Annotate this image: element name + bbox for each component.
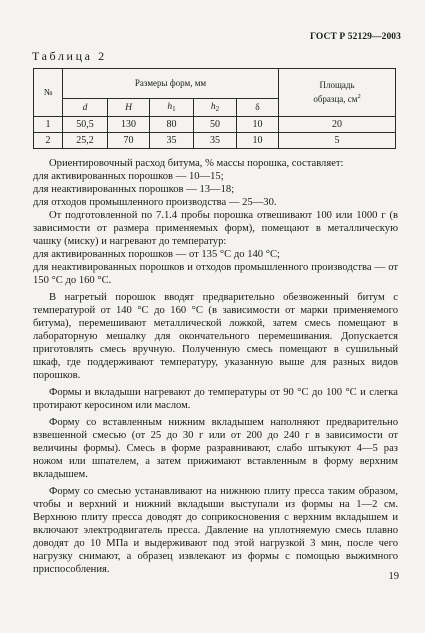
paragraph: Форму со смесью устанавливают на нижнюю плиту пресса таким образом, чтобы и верхний и нижний вкладыши выступали из формы на 1—2 см. Верхнюю плиту пресса доводят до соприкосновения с верхним вкладышем и включают электродвигатель пресса. Давление на уплотняемую смесь плавно доводят до 10 МПа и выдерживают под этой нагрузкой 3 мин, после чего нагрузку снимают, а образец извлекают из формы с помощью выжимного приспособления. [33,486,398,575]
paragraph: Форму со вставленным нижним вкладышем наполняют предварительно взвешенной смесью (от 25 до 30 г или от 200 до 240 г в зависимости от величины формы). Смесь в форме разравнивают, слабо штыкуют 4—5 раз ножом или шпателем, а затем прижимают вставленным в форму верхним вкладышем. [33,417,398,480]
paragraph: Ориентировочный расход битума, % массы порошка, составляет: [49,158,344,169]
paragraph: От подготовленной по 7.1.4 пробы порошка отвешивают 100 или 1000 г (в зависимости от размера применяемых форм), помещают в металлическую чашку (миску) и нагревают до температур: [33,210,398,247]
table-caption: Таблица 2 [32,49,107,63]
cell-H: 70 [108,133,150,149]
paragraph: для неактивированных порошков и отходов промышленного производства — от 150 °С до 160 °С. [33,262,398,286]
table-row [34,133,396,149]
cell-area: 20 [279,117,396,133]
paragraph: для активированных порошков — от 135 °С до 140 °С; [33,249,280,260]
header-d: d [63,99,108,117]
cell-no: 1 [34,117,63,133]
cell-area: 5 [279,133,396,149]
cell-delta: 10 [237,117,279,133]
paragraph: Формы и вкладыши нагревают до температуры от 90 °С до 100 °С и слегка протирают керосином или маслом. [33,387,398,411]
cell-h1: 80 [150,117,194,133]
header-H: H [108,99,150,117]
cell-h1: 35 [150,133,194,149]
header-h1: $h_1$ [150,99,194,117]
header-number: № [34,69,63,117]
paragraph: для неактивированных порошков — 13—18; [33,184,235,195]
cell-delta: 10 [237,133,279,149]
cell-no: 2 [34,133,63,149]
cell-d: 25,2 [63,133,108,149]
cell-d: 50,5 [63,117,108,133]
header-dimensions: Размеры форм, мм [63,69,279,99]
cell-H: 130 [108,117,150,133]
body-text [33,157,398,576]
header-h2: $h_2$ [194,99,237,117]
cell-h2: 35 [194,133,237,149]
cell-h2: 50 [194,117,237,133]
document-code: ГОСТ Р 52129—2003 [309,32,401,42]
header-delta: δ [237,99,279,117]
table-row [34,117,396,133]
page-number: 19 [388,571,399,582]
header-area: Площадь образца, $см^2$ [279,69,396,117]
paragraph: В нагретый порошок вводят предварительно обезвоженный битум с температурой от 140 °С до 160 °С (в зависимости от марки применяемого битума), перемешивают металлической ложкой, затем смесь помещают в лабораторную мешалку для окончательного перемешивания. Допускается приготовлять смесь вручную. Полученную смесь помещают в сушильный шкаф, где поддерживают температуру, указанную выше для разных видов порошков. [33,292,398,381]
dimensions-table [33,68,396,149]
paragraph: для отходов промышленного производства — 25—30. [33,197,277,208]
paragraph: для активированных порошков — 10—15; [33,171,224,182]
